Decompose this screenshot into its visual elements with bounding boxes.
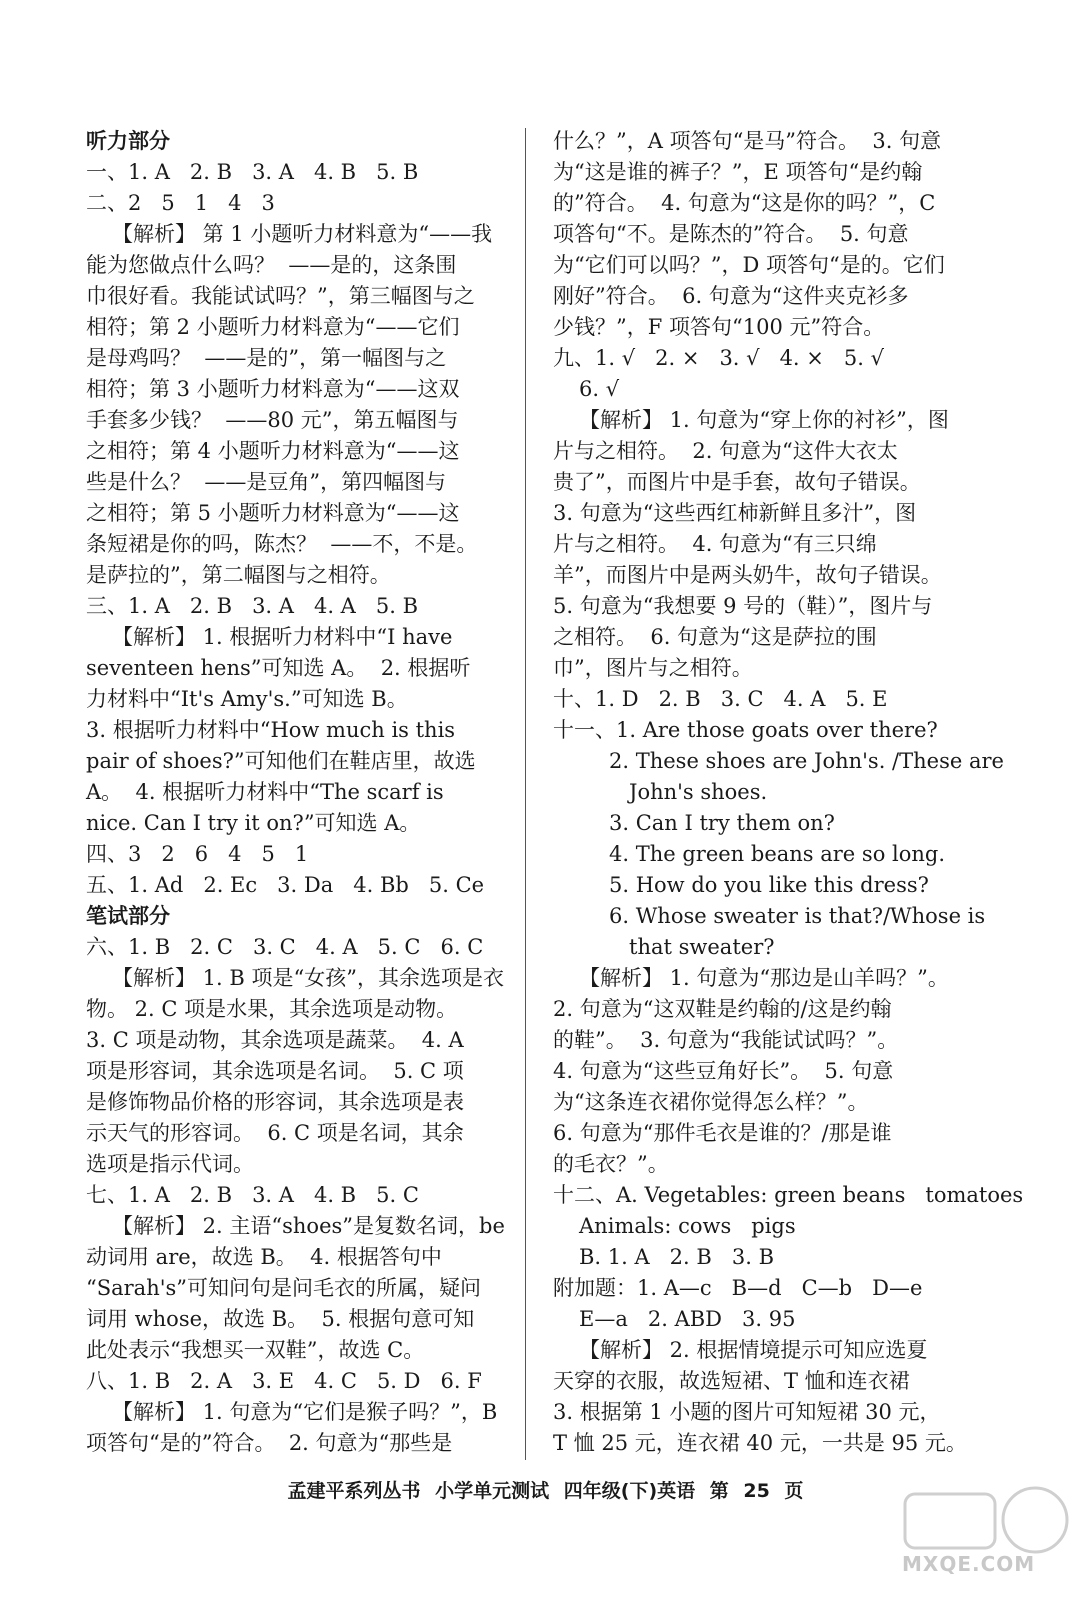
right-text-line: 3. Can I try them on? — [609, 811, 835, 835]
left-text-line: 四、3 2 6 4 5 1 — [86, 842, 309, 866]
left-text-line: 【解析】 1. B 项是“女孩”，其余选项是衣 — [112, 966, 504, 990]
right-text-line: 5. How do you like this dress? — [609, 873, 929, 897]
right-text-line: 十一、1. Are those goats over there? — [553, 718, 938, 742]
left-text-line: 动词用 are，故选 B。 4. 根据答句中 — [86, 1245, 442, 1269]
right-text-line: 4. The green beans are so long. — [609, 842, 946, 866]
left-text-line: 【解析】 2. 主语“shoes”是复数名词，be — [112, 1214, 505, 1238]
right-text-line: 【解析】 1. 句意为“那边是山羊吗？”。 — [579, 966, 949, 990]
right-text-line: 6. √ — [579, 377, 620, 401]
right-text-line: E—a 2. ABD 3. 95 — [579, 1307, 796, 1331]
right-text-line: 【解析】 1. 句意为“穿上你的衬衫”，图 — [579, 408, 949, 432]
right-text-line: 羊”，而图片中是两头奶牛，故句子错误。 — [553, 563, 942, 587]
section-heading: 笔试部分 — [86, 904, 170, 928]
right-text-line: B. 1. A 2. B 3. B — [579, 1245, 774, 1269]
left-text-line: 项答句“是的”符合。 2. 句意为“那些是 — [86, 1431, 453, 1455]
left-text-line: 词用 whose，故选 B。 5. 根据句意可知 — [86, 1307, 475, 1331]
left-text-line: 三、1. A 2. B 3. A 4. A 5. B — [86, 594, 419, 618]
left-text-line: 3. C 项是动物，其余选项是蔬菜。 4. A — [86, 1028, 464, 1052]
right-text-line: 3. 句意为“这些西红柿新鲜且多汁”，图 — [553, 501, 917, 525]
left-text-line: pair of shoes?”可知他们在鞋店里，故选 — [86, 749, 476, 773]
right-text-line: T 恤 25 元，连衣裙 40 元，一共是 95 元。 — [553, 1431, 967, 1455]
right-text-line: 6. 句意为“那件毛衣是谁的？/那是谁 — [553, 1121, 892, 1145]
left-text-line: seventeen hens”可知选 A。 2. 根据听 — [86, 656, 471, 680]
right-text-line: 少钱？”，F 项答句“100 元”符合。 — [553, 315, 885, 339]
left-text-line: 项是形容词，其余选项是名词。 5. C 项 — [86, 1059, 464, 1083]
left-text-line: 3. 根据听力材料中“How much is this — [86, 718, 456, 742]
right-text-line: 的毛衣？”。 — [553, 1152, 669, 1176]
left-text-line: 巾很好看。我能试试吗？”，第三幅图与之 — [86, 284, 475, 308]
right-text-line: 十二、A. Vegetables: green beans tomatoes — [553, 1183, 1024, 1207]
left-text-line: 相符；第 3 小题听力材料意为“——这双 — [86, 377, 460, 401]
left-text-line: 【解析】 第 1 小题听力材料意为“——我 — [112, 222, 493, 246]
left-text-line: 示天气的形容词。 6. C 项是名词，其余 — [86, 1121, 464, 1145]
right-text-line: 片与之相符。 2. 句意为“这件大衣太 — [553, 439, 898, 463]
left-text-line: nice. Can I try it on?”可知选 A。 — [86, 811, 421, 835]
left-text-line: 是母鸡吗？ ——是的”，第一幅图与之 — [86, 346, 447, 370]
left-text-line: 些是什么？ ——是豆角”，第四幅图与 — [86, 470, 447, 494]
right-text-line: 2. 句意为“这双鞋是约翰的/这是约翰 — [553, 997, 892, 1021]
left-text-line: 【解析】 1. 根据听力材料中“I have — [112, 625, 453, 649]
right-text-line: 6. Whose sweater is that?/Whose is — [609, 904, 986, 928]
right-text-line: that sweater? — [609, 935, 775, 959]
left-text-line: 力材料中“It's Amy's.”可知选 B。 — [86, 687, 408, 711]
right-text-line: 的”符合。 4. 句意为“这是你的吗？”，C — [553, 191, 936, 215]
left-text-line: 二、2 5 1 4 3 — [86, 191, 275, 215]
left-text-line: 相符；第 2 小题听力材料意为“——它们 — [86, 315, 460, 339]
right-text-line: Animals: cows pigs — [579, 1214, 796, 1238]
right-column — [553, 126, 1024, 1459]
right-text-line: 4. 句意为“这些豆角好长”。 5. 句意 — [553, 1059, 894, 1083]
left-text-line: 是修饰物品价格的形容词，其余选项是表 — [86, 1090, 464, 1114]
right-text-line: 为“这是谁的裤子？”，E 项答句“是约翰 — [553, 160, 923, 184]
right-text-line: 为“它们可以吗？”，D 项答句“是的。它们 — [553, 253, 945, 277]
left-text-line: 条短裙是你的吗，陈杰？ ——不，不是。 — [86, 532, 478, 556]
left-column — [86, 126, 504, 1459]
right-text-line: 2. These shoes are John's. /These are — [609, 749, 1004, 773]
left-text-line: 是萨拉的”，第二幅图与之相符。 — [86, 563, 391, 587]
left-text-line: 手套多少钱？ ——80 元”，第五幅图与 — [86, 408, 459, 432]
right-text-line: John's shoes. — [609, 780, 768, 804]
right-text-line: 为“这条连衣裙你觉得怎么样？”。 — [553, 1090, 869, 1114]
left-text-line: 能为您做点什么吗？ ——是的，这条围 — [86, 253, 457, 277]
section-heading: 听力部分 — [86, 129, 170, 153]
right-text-line: 项答句“不。是陈杰的”符合。 5. 句意 — [553, 222, 909, 246]
right-text-line: 3. 根据第 1 小题的图片可知短裙 30 元， — [553, 1400, 941, 1424]
right-text-line: 5. 句意为“我想要 9 号的（鞋）”，图片与 — [553, 594, 933, 618]
right-text-line: 贵了”，而图片中是手套，故句子错误。 — [553, 470, 921, 494]
left-text-line: 一、1. A 2. B 3. A 4. B 5. B — [86, 160, 419, 184]
right-text-line: 【解析】 2. 根据情境提示可知应选夏 — [579, 1338, 928, 1362]
left-text-line: “Sarah's”可知问句是问毛衣的所属，疑问 — [86, 1276, 482, 1300]
right-text-line: 附加题：1. A—c B—d C—b D—e — [553, 1276, 923, 1300]
left-text-line: 六、1. B 2. C 3. C 4. A 5. C 6. C — [86, 935, 484, 959]
left-text-line: 五、1. Ad 2. Ec 3. Da 4. Bb 5. Ce — [86, 873, 485, 897]
left-text-line: 物。 2. C 项是水果，其余选项是动物。 — [86, 997, 458, 1021]
left-text-line: 八、1. B 2. A 3. E 4. C 5. D 6. F — [86, 1369, 482, 1393]
right-text-line: 片与之相符。 4. 句意为“有三只绵 — [553, 532, 877, 556]
right-text-line: 巾”，图片与之相符。 — [553, 656, 753, 680]
right-text-line: 十、1. D 2. B 3. C 4. A 5. E — [553, 687, 888, 711]
right-text-line: 天穿的衣服，故选短裙、T 恤和连衣裙 — [553, 1369, 910, 1393]
left-text-line: 之相符；第 4 小题听力材料意为“——这 — [86, 439, 460, 463]
left-text-line: 之相符；第 5 小题听力材料意为“——这 — [86, 501, 460, 525]
right-text-line: 什么？”，A 项答句“是马”符合。 3. 句意 — [553, 129, 942, 153]
watermark-text: MXQE.COM — [902, 1552, 1036, 1576]
right-text-line: 刚好”符合。 6. 句意为“这件夹克衫多 — [553, 284, 909, 308]
left-text-line: 【解析】 1. 句意为“它们是猴子吗？”，B — [112, 1400, 498, 1424]
left-text-line: 七、1. A 2. B 3. A 4. B 5. C — [86, 1183, 419, 1207]
left-text-line: 此处表示“我想买一双鞋”，故选 C。 — [86, 1338, 425, 1362]
left-text-line: A。 4. 根据听力材料中“The scarf is — [86, 780, 444, 804]
right-text-line: 九、1. √ 2. × 3. √ 4. × 5. √ — [553, 346, 884, 370]
left-text-line: 选项是指示代词。 — [86, 1152, 254, 1176]
right-text-line: 的鞋”。 3. 句意为“我能试试吗？”。 — [553, 1028, 899, 1052]
column-divider — [525, 128, 526, 1460]
right-text-line: 之相符。 6. 句意为“这是萨拉的围 — [553, 625, 877, 649]
page-footer: 孟建平系列丛书 小学单元测试 四年级(下)英语 第 25 页 — [287, 1480, 804, 1502]
